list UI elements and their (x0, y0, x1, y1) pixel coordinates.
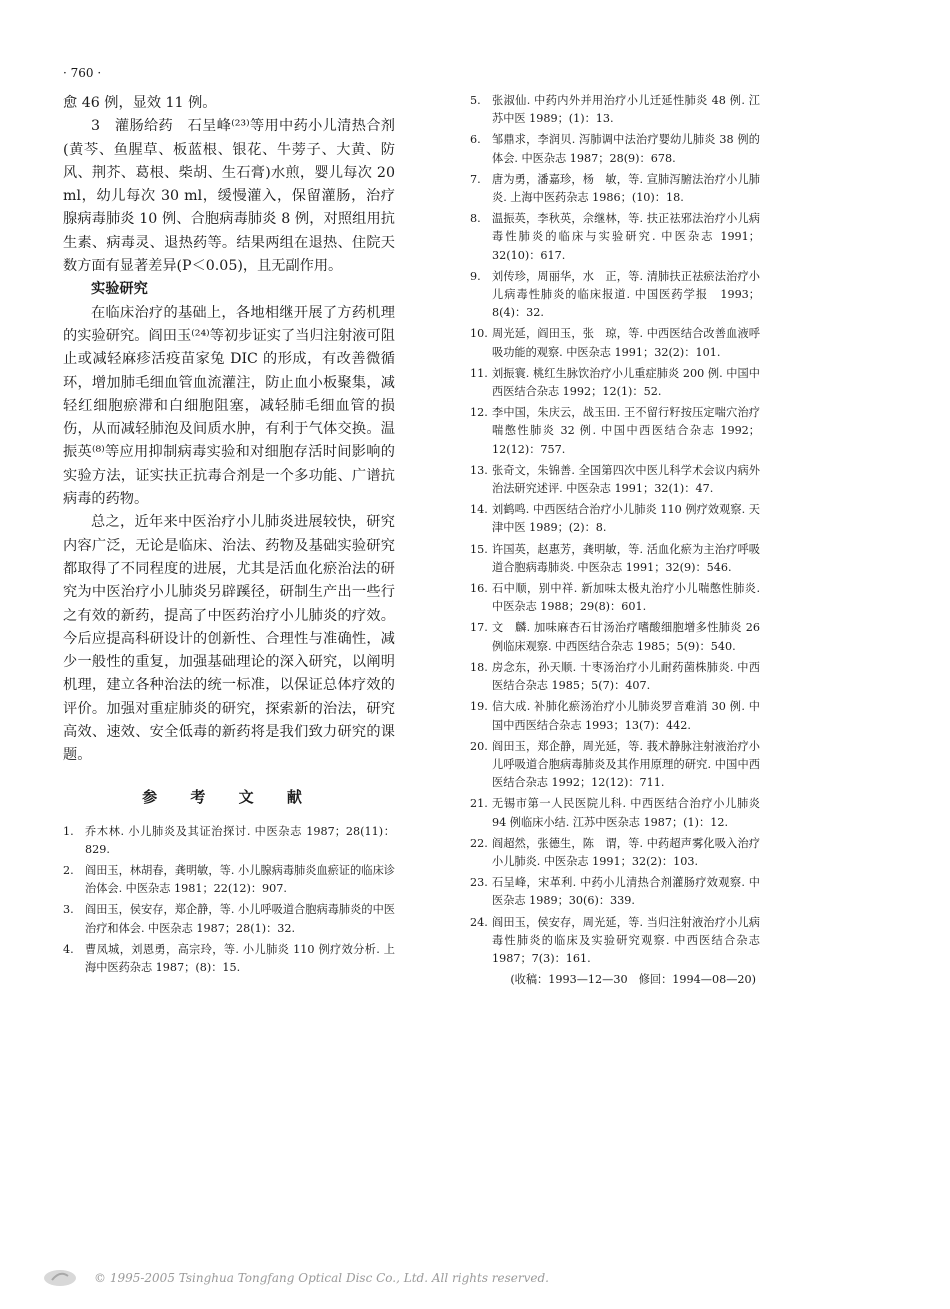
reference-number: 5. (470, 94, 481, 107)
received-date-note: (收稿：1993—12—30 修回：1994—08—20) (510, 973, 756, 987)
reference-text: 张奇文，朱锦善. 全国第四次中医儿科学术会议内病外治法研究述评. 中医杂志 1991；32(1)：47. (492, 463, 760, 496)
reference-number: 8. (470, 212, 481, 226)
reference-text: 刘鹤鸣. 中西医结合治疗小儿肺炎 110 例疗效观察. 天津中医 1989；(2)：8. (492, 503, 760, 535)
reference-number: 2. (63, 864, 74, 878)
reference-text: 阎田玉，郑企静，周光延，等. 莪术静脉注射液治疗小儿呼吸道合胞病毒肺炎及其作用原理的研究. 中国中西医结合杂志 1992；12(12)：711. (492, 739, 760, 790)
reference-number: 19. (470, 700, 488, 714)
reference-item (63, 941, 395, 977)
reference-number: 24. (470, 915, 488, 929)
reference-text: 阎超然，张德生，陈 谓，等. 中药超声雾化吸入治疗小儿肺炎. 中医杂志 1991；32(2)：103. (492, 836, 760, 868)
reference-item (470, 501, 760, 537)
reference-item (470, 404, 760, 459)
reference-text: 曹凤城，刘恩勇，高宗玲，等. 小儿肺炎 110 例疗效分析. 上海中医药杂志 1987；(8)：15. (85, 942, 395, 975)
reference-number: 16. (470, 582, 488, 596)
reference-item (63, 901, 395, 937)
publisher-logo-icon (42, 1268, 78, 1288)
reference-item (470, 659, 760, 695)
reference-item (470, 210, 760, 265)
reference-item (470, 268, 760, 323)
reference-text: 乔木林. 小儿肺炎及其证治探讨. 中医杂志 1987；28(11)：829. (85, 824, 395, 856)
reference-number: 4. (63, 942, 74, 956)
reference-number: 21. (470, 797, 488, 811)
reference-number: 22. (470, 836, 488, 850)
reference-number: 7. (470, 172, 481, 186)
reference-text: 李中国，朱庆云，战玉田. 王不留行籽按压定喘穴治疗喘憋性肺炎 32 例. 中国中西医结合杂志 1992；12(12)：757. (492, 406, 760, 456)
reference-number: 18. (470, 660, 488, 674)
body-text-block (63, 302, 395, 768)
reference-text: 房念东，孙天顺. 十枣汤治疗小儿耐药菌株肺炎. 中西医结合杂志 1985；5(7)：407. (492, 660, 760, 693)
reference-text: 无锡市第一人民医院儿科. 中西医结合治疗小儿肺炎 94 例临床小结. 江苏中医杂志 1987；(1)：12. (492, 797, 760, 829)
right-column (470, 92, 760, 989)
reference-list (470, 92, 760, 968)
reference-number: 20. (470, 739, 488, 753)
reference-list (63, 823, 395, 978)
reference-text: 周光延，阎田玉，张 琼，等. 中西医结合改善血液呼吸功能的观察. 中医杂志 1991；32(2)：101. (492, 327, 760, 359)
reference-text: 温振英，李秋英，佘继林，等. 扶正祛邪法治疗小儿病毒性肺炎的临床与实验研究. 中医杂志 1991；32(10)：617. (492, 212, 760, 262)
reference-item (470, 619, 760, 655)
reference-number: 6. (470, 133, 481, 147)
reference-item (470, 698, 760, 734)
reference-number: 11. (470, 366, 488, 380)
reference-number: 9. (470, 269, 481, 283)
reference-number: 14. (470, 503, 488, 517)
reference-text: 许国英，赵惠芳，龚明敏，等. 活血化瘀为主治疗呼吸道合胞病毒肺炎. 中医杂志 1991；32(9)：546. (492, 542, 760, 574)
reference-item (63, 823, 395, 859)
reference-text: 刘传珍，周丽华，水 正，等. 清肺扶正祛瘀法治疗小儿病毒性肺炎的临床报道. 中国医药学报 1993；8(4)：32. (492, 269, 760, 320)
reference-text: 阎田玉，侯安存，周光延，等. 当归注射液治疗小儿病毒性肺炎的临床及实验研究观察. 中西医结合杂志 1987；7(3)：161. (492, 915, 760, 965)
reference-number: 10. (470, 327, 488, 341)
page-number: · 760 · (63, 66, 102, 80)
reference-item (470, 325, 760, 361)
reference-number: 3. (63, 903, 74, 917)
reference-item (470, 738, 760, 793)
section-heading: 实验研究 (91, 281, 148, 298)
reference-number: 15. (470, 542, 488, 556)
reference-text: 邹鼎求，李润贝. 泻肺调中法治疗婴幼儿肺炎 38 例的体会. 中医杂志 1987；28(9)：678. (492, 133, 760, 165)
body-paragraph: 总之，近年来中医治疗小儿肺炎进展较快，研究内容广泛，无论是临床、治法、药物及基础实验研究都取得了不同程度的进展，尤其是活血化瘀治法的研究为中医治疗小儿肺炎另辟蹊径，研制生产出一些行之有效的新药，提高了中医药治疗小儿肺炎的疗效。今后应提高科研设计的创新性、合理性与准确性，减少一般性的重复，加强基础理论的深入研究，以阐明机理，建立各种治法的统一标准，以保证总体疗效的评价。加强对重症肺炎的研究，探索新的治法，研究高效、速效、安全低毒的新药将是我们致力研究的课题。 (63, 514, 395, 764)
reference-item (470, 541, 760, 577)
reference-number: 23. (470, 876, 488, 890)
reference-item (470, 462, 760, 498)
reference-number: 1. (63, 824, 74, 838)
reference-item (63, 862, 395, 898)
reference-text: 张淑仙. 中药内外并用治疗小儿迁延性肺炎 48 例. 江苏中医 1989；(1)：13. (492, 94, 760, 126)
reference-item (470, 874, 760, 910)
reference-text: 信大成. 补肺化瘀汤治疗小儿肺炎罗音难消 30 例. 中国中西医结合杂志 1993；13(7)：442. (492, 700, 760, 732)
reference-text: 文 麟. 加味麻杏石甘汤治疗嗜酸细胞增多性肺炎 26 例临床观察. 中西医结合杂志 1985；5(9)：540. (492, 621, 760, 653)
references-title: 参 考 文 献 (142, 787, 316, 806)
left-column (63, 92, 395, 980)
copyright-footer (42, 1268, 549, 1288)
reference-item (470, 914, 760, 969)
body-paragraph: 在临床治疗的基础上，各地相继开展了方药机理的实验研究。阎田玉⁽²⁴⁾等初步证实了当归注射液可阻止或减轻麻疹活疫苗家兔 DIC 的形成，有改善微循环，增加肺毛细血管血流灌注，防止血小板聚集，减轻红细胞瘀滞和白细胞阻塞，减轻肺毛细血管的损伤，从而减轻肺泡及间质水肿，有利于气体交换。温振英⁽⁸⁾等应用抑制病毒实验和对细胞存活时间影响的实验方法，证实扶正抗毒合剂是一个多功能、广谱抗病毒的药物。 (63, 304, 395, 508)
reference-text: 石中顺，别中祥. 新加味太极丸治疗小儿喘憋性肺炎. 中医杂志 1988；29(8)：601. (492, 582, 760, 614)
body-paragraph: 3 灌肠给药 石呈峰⁽²³⁾等用中药小儿清热合剂(黄芩、鱼腥草、板蓝根、银花、牛蒡子、大黄、防风、荆芥、葛根、柴胡、生石膏)水煎，婴儿每次 20 ml，幼儿每次 30 ml，缓慢灌入，保留灌肠，治疗腺病毒肺炎 10 例、合胞病毒肺炎 8 例，对照组用抗生素、病毒灵、退热药等。结果两组在退热、住院天数方面有显著差异(P＜0.05)，且无副作用。 (63, 118, 395, 275)
reference-item (470, 131, 760, 167)
reference-number: 13. (470, 463, 488, 477)
reference-number: 12. (470, 406, 488, 420)
body-paragraph: 愈 46 例，显效 11 例。 (63, 95, 217, 111)
reference-item (470, 365, 760, 401)
reference-text: 阎田玉，侯安存，郑企静，等. 小儿呼吸道合胞病毒肺炎的中医治疗和体会. 中医杂志 1987；28(1)：32. (85, 903, 395, 935)
reference-item (470, 795, 760, 831)
reference-text: 石呈峰，宋革利. 中药小儿清热合剂灌肠疗效观察. 中医杂志 1989；30(6)：339. (492, 876, 760, 908)
reference-item (470, 171, 760, 207)
reference-item (470, 92, 760, 128)
reference-text: 刘振寰. 桃红生脉饮治疗小儿重症肺炎 200 例. 中国中西医结合杂志 1992；12(1)：52. (492, 366, 760, 399)
reference-text: 唐为勇，潘嘉珍，杨 敏，等. 宣肺泻腑法治疗小儿肺炎. 上海中医药杂志 1986；(10)：18. (492, 172, 760, 205)
body-text-block (63, 92, 395, 278)
reference-item (470, 835, 760, 871)
reference-number: 17. (470, 621, 488, 635)
reference-item (470, 580, 760, 616)
reference-text: 阎田玉，林胡春，龚明敏，等. 小儿腺病毒肺炎血瘀证的临床诊治体会. 中医杂志 1981；22(12)：907. (85, 864, 395, 896)
copyright-text: © 1995-2005 Tsinghua Tongfang Optical Disc Co., Ltd. All rights reserved. (94, 1271, 549, 1285)
